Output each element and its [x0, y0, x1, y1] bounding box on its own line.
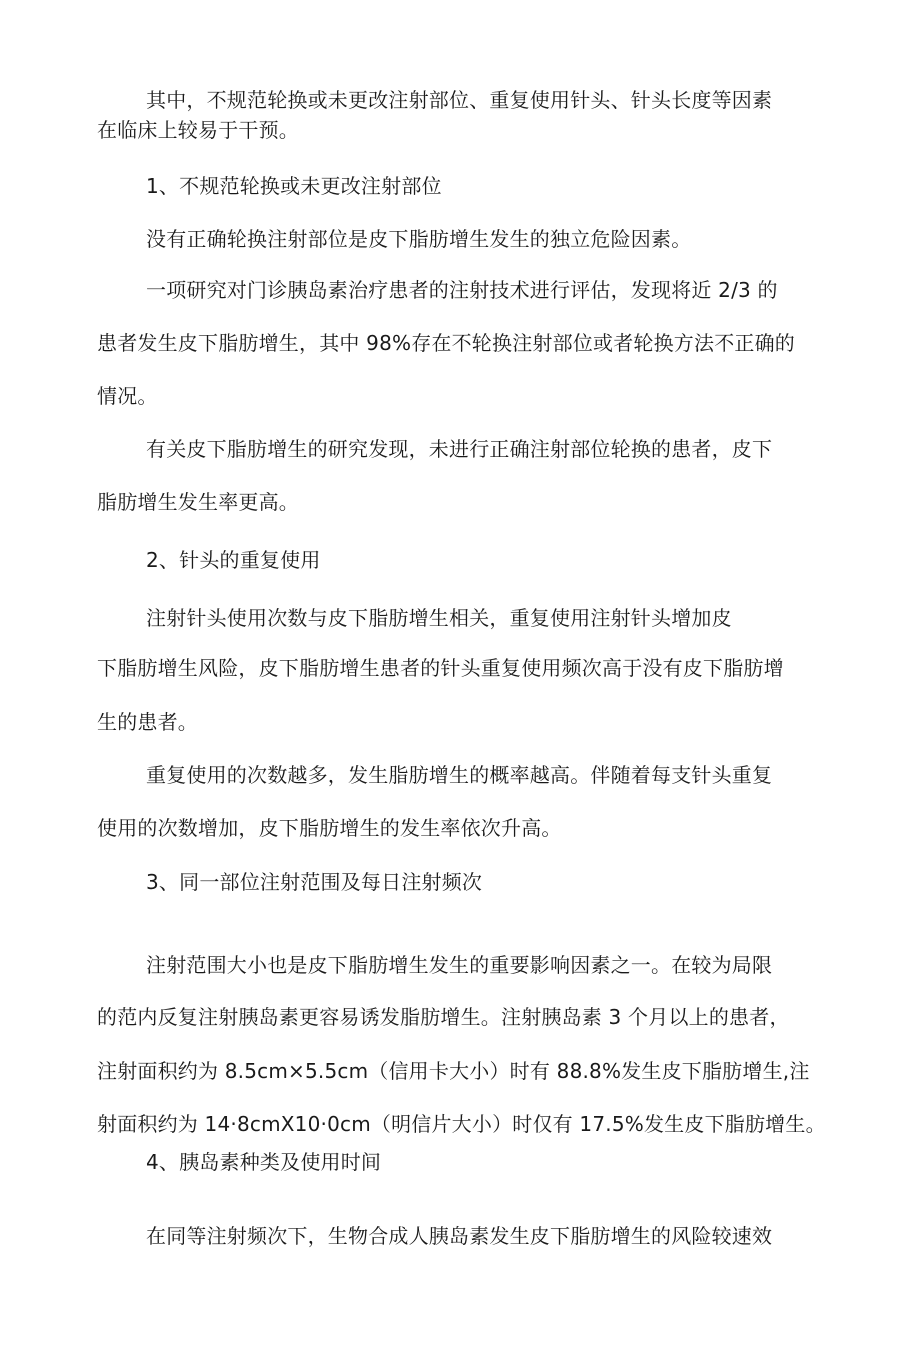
paragraph-line: 注射面积约为 8.5cm×5.5cm（信用卡大小）时有 88.8%发生皮下脂肪增生,注 [97, 1059, 810, 1083]
paragraph-line: 没有正确轮换注射部位是皮下脂肪增生发生的独立危险因素。 [146, 227, 692, 251]
section-heading-1: 1、不规范轮换或未更改注射部位 [146, 174, 442, 198]
paragraph-line: 情况。 [97, 384, 158, 408]
section-heading-3: 3、同一部位注射范围及每日注射频次 [146, 870, 483, 894]
section-heading-2: 2、针头的重复使用 [146, 548, 321, 572]
paragraph-line: 射面积约为 14·8cmX10·0cm（明信片大小）时仅有 17.5%发生皮下脂肪增生。 [97, 1112, 826, 1136]
paragraph-line: 生的患者。 [97, 710, 198, 734]
paragraph-line: 重复使用的次数越多，发生脂肪增生的概率越高。伴随着每支针头重复 [146, 763, 773, 787]
paragraph-line: 其中，不规范轮换或未更改注射部位、重复使用针头、针头长度等因素 [146, 88, 773, 112]
paragraph-line: 在同等注射频次下，生物合成人胰岛素发生皮下脂肪增生的风险较速效 [146, 1224, 773, 1248]
paragraph-line: 有关皮下脂肪增生的研究发现，未进行正确注射部位轮换的患者，皮下 [146, 437, 773, 461]
paragraph-line: 患者发生皮下脂肪增生，其中 98%存在不轮换注射部位或者轮换方法不正确的 [97, 331, 796, 355]
paragraph-line: 脂肪增生发生率更高。 [97, 490, 299, 514]
paragraph-line: 在临床上较易于干预。 [97, 118, 299, 142]
paragraph-line: 下脂肪增生风险，皮下脂肪增生患者的针头重复使用频次高于没有皮下脂肪增 [97, 656, 784, 680]
paragraph-line: 一项研究对门诊胰岛素治疗患者的注射技术进行评估，发现将近 2/3 的 [146, 278, 778, 302]
paragraph-line: 注射针头使用次数与皮下脂肪增生相关，重复使用注射针头增加皮 [146, 606, 732, 630]
paragraph-line: 的范内反复注射胰岛素更容易诱发脂肪增生。注射胰岛素 3 个月以上的患者， [97, 1005, 790, 1029]
section-heading-4: 4、胰岛素种类及使用时间 [146, 1150, 382, 1174]
paragraph-line: 使用的次数增加，皮下脂肪增生的发生率依次升高。 [97, 816, 562, 840]
paragraph-line: 注射范围大小也是皮下脂肪增生发生的重要影响因素之一。在较为局限 [146, 953, 773, 977]
